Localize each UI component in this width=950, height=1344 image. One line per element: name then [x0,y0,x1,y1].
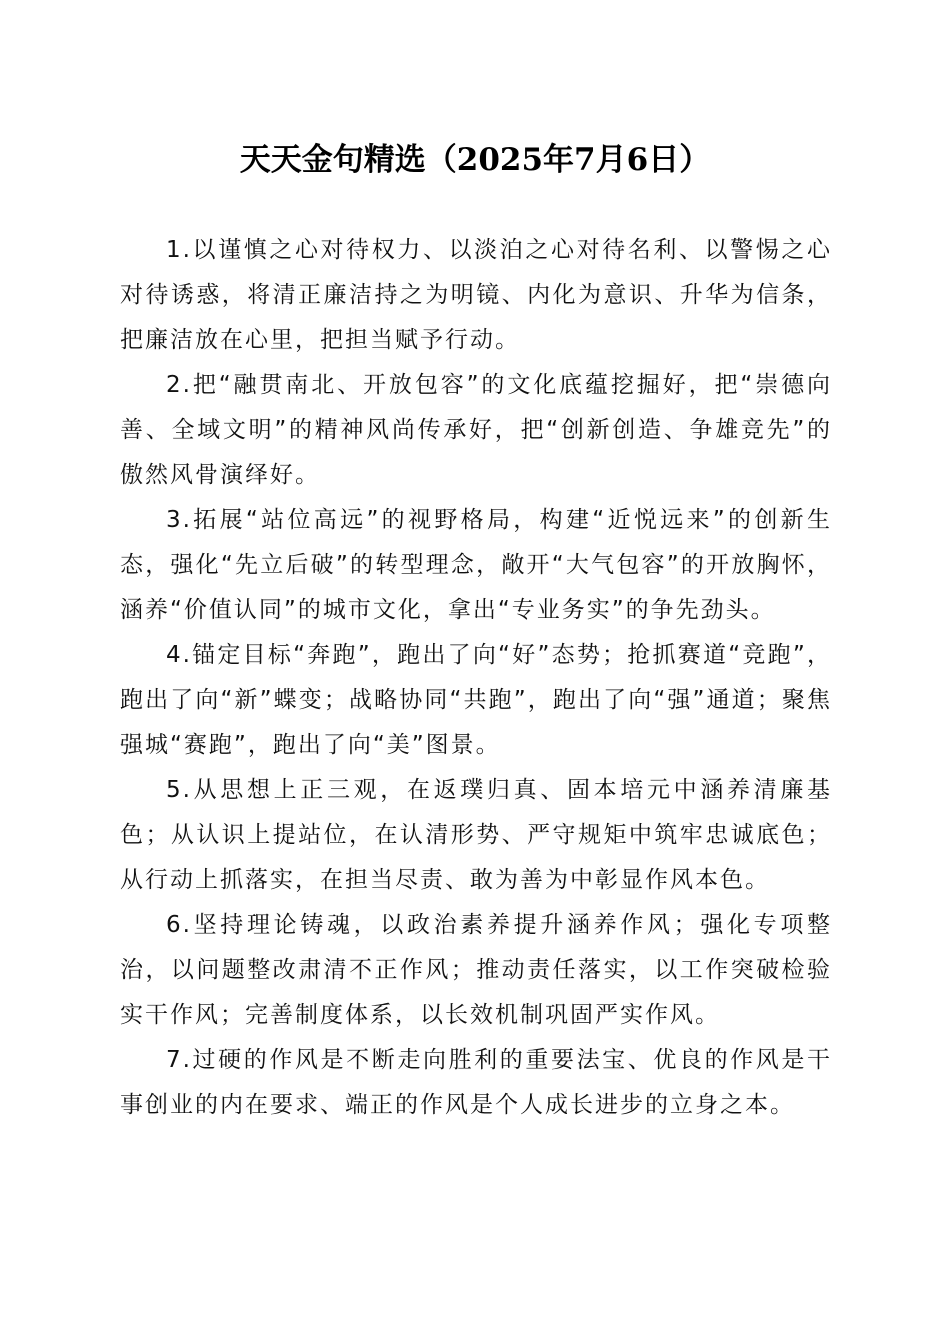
paragraph-4: 4.锚定目标“奔跑”，跑出了向“好”态势；抢抓赛道“竞跑”，跑出了向“新”蝶变；战略协同“共跑”，跑出了向“强”通道；聚焦强城“赛跑”，跑出了向“美”图景。 [120,642,832,758]
document-title: 天天金句精选（2025年7月6日） [239,142,711,178]
paragraph-1: 1.以谨慎之心对待权力、以淡泊之心对待名利、以警惕之心对待诱惑，将清正廉洁持之为明镜、内化为意识、升华为信条，把廉洁放在心里，把担当赋予行动。 [120,237,832,353]
paragraph-5: 5.从思想上正三观，在返璞归真、固本培元中涵养清廉基色；从认识上提站位，在认清形势、严守规矩中筑牢忠诚底色；从行动上抓落实，在担当尽责、敢为善为中彰显作风本色。 [120,777,832,893]
paragraph-7: 7.过硬的作风是不断走向胜利的重要法宝、优良的作风是干事创业的内在要求、端正的作风是个人成长进步的立身之本。 [120,1047,832,1118]
paragraph-6: 6.坚持理论铸魂，以政治素养提升涵养作风；强化专项整治，以问题整改肃清不正作风；推动责任落实，以工作突破检验实干作风；完善制度体系，以长效机制巩固严实作风。 [120,912,832,1028]
document-body [120,228,832,1128]
paragraph-2: 2.把“融贯南北、开放包容”的文化底蕴挖掘好，把“崇德向善、全域文明”的精神风尚传承好，把“创新创造、争雄竞先”的傲然风骨演绎好。 [120,372,832,488]
paragraph-3: 3.拓展“站位高远”的视野格局，构建“近悦远来”的创新生态，强化“先立后破”的转型理念，敞开“大气包容”的开放胸怀，涵养“价值认同”的城市文化，拿出“专业务实”的争先劲头。 [120,507,832,623]
